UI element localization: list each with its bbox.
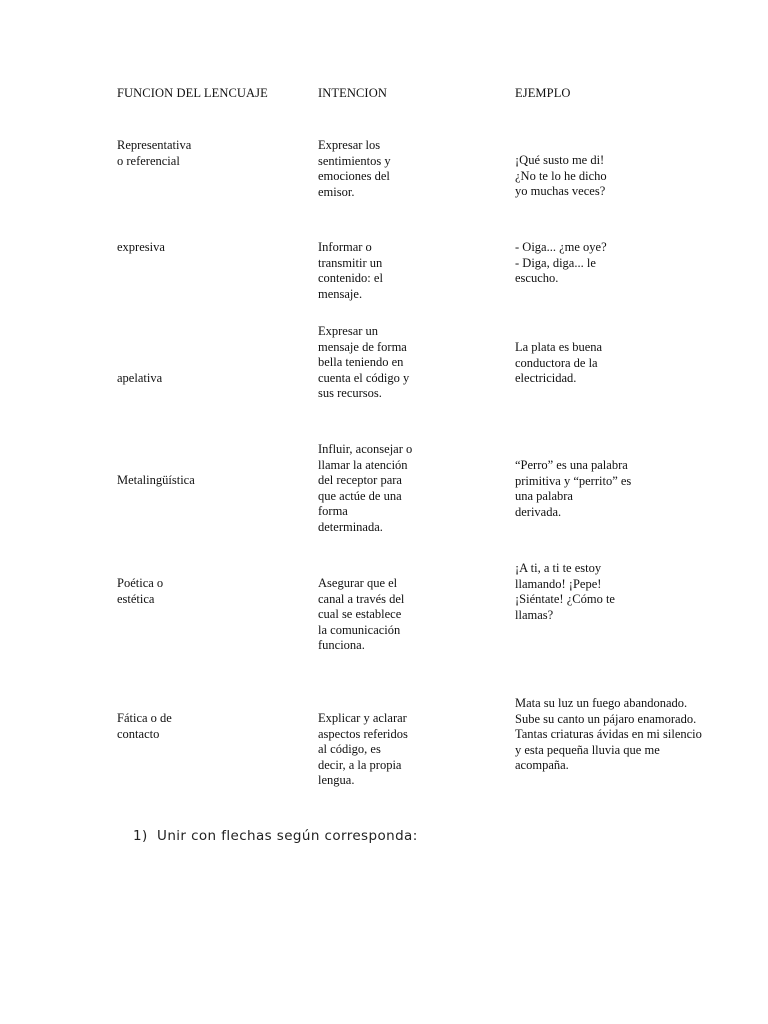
instruction — [133, 829, 418, 845]
header-intencion: INTENCION — [318, 86, 387, 100]
row-6-ejemplo: Mata su luz un fuego abandonado. Sube su canto un pájaro enamorado. Tantas criaturas ávidas en mi silencio y esta pequeña lluvia que me acompaña. — [515, 696, 702, 772]
row-5-intencion: Asegurar que el canal a través del cual se establece la comunicación funciona. — [318, 576, 405, 652]
row-5-funcion: Poética o estética — [117, 576, 164, 606]
row-1-ejemplo: ¡Qué susto me di! ¿No te lo he dicho yo muchas veces? — [515, 153, 607, 198]
instruction-text: Unir con flechas según corresponda: — [157, 828, 418, 844]
row-4-ejemplo: “Perro” es una palabra primitiva y “perrito” es una palabra derivada. — [515, 458, 632, 519]
header-ejemplo: EJEMPLO — [515, 86, 571, 100]
row-1-intencion: Expresar los sentimientos y emociones del emisor. — [318, 138, 391, 199]
header-funcion: FUNCION DEL LENCUAJE — [117, 86, 268, 100]
row-3-funcion: apelativa — [117, 371, 163, 385]
row-3-ejemplo: La plata es buena conductora de la electricidad. — [515, 340, 603, 385]
row-3-intencion: Expresar un mensaje de forma bella teniendo en cuenta el código y sus recursos. — [318, 324, 410, 400]
row-1-funcion: Representativa o referencial — [117, 138, 192, 168]
row-2-ejemplo: - Oiga... ¿me oye? - Diga, diga... le escucho. — [515, 240, 607, 285]
row-4-intencion: Influir, aconsejar o llamar la atención del receptor para que actúe de una forma determinada. — [318, 442, 413, 534]
row-6-funcion: Fática o de contacto — [117, 711, 172, 741]
row-6-intencion: Explicar y aclarar aspectos referidos al código, es decir, a la propia lengua. — [318, 711, 408, 787]
row-2-intencion: Informar o transmitir un contenido: el mensaje. — [318, 240, 383, 301]
row-4-funcion: Metalingüística — [117, 473, 195, 487]
row-2-funcion: expresiva — [117, 240, 165, 254]
instruction-number: 1) — [133, 828, 148, 844]
row-5-ejemplo: ¡A ti, a ti te estoy llamando! ¡Pepe! ¡Siéntate! ¿Cómo te llamas? — [515, 561, 615, 622]
